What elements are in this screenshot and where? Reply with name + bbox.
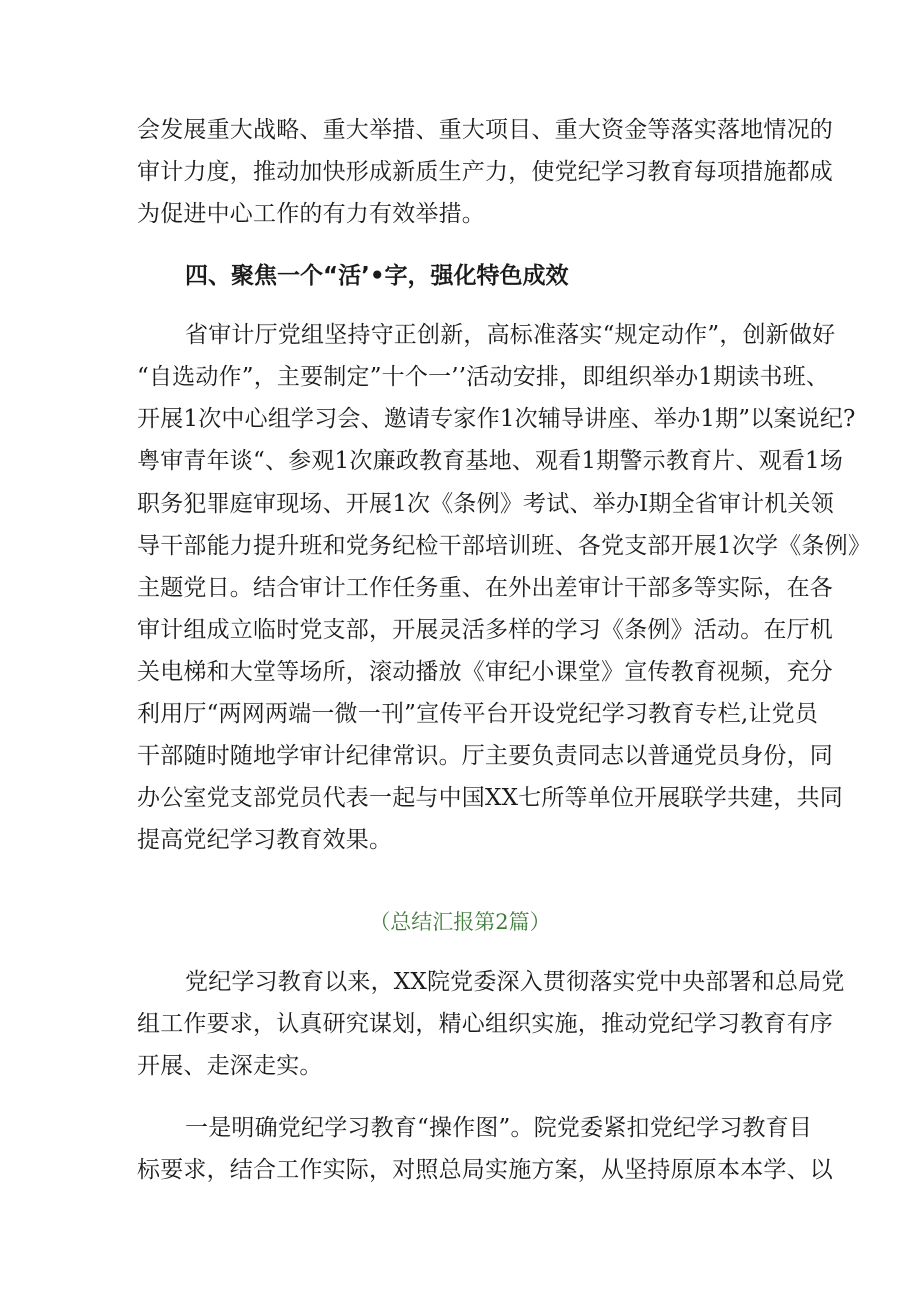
text-line: 开展1次中心组学习会、邀请专家作1次辅导讲座、举办1期”以案说纪?	[137, 406, 856, 432]
text-line: 利用厅“两网两端一微一刊”宣传平台开设党纪学习教育专栏,让党员	[137, 701, 819, 727]
text-line: 党纪学习教育以来，XX院党委深入贯彻落实党中央部署和总局党	[185, 969, 845, 995]
text-line: 审计力度，推动加快形成新质生产力，使党纪学习教育每项措施都成	[137, 159, 833, 185]
text-line: 干部随时随地学审计纪律常识。厅主要负责同志以普通党员身份，同	[137, 743, 833, 769]
text-line: 会发展重大战略、重大举措、重大项目、重大资金等落实落地情况的	[137, 117, 833, 143]
text-line: 提高党纪学习教育效果。	[137, 827, 393, 853]
text-line: 职务犯罪庭审现场、开展1次《条例》考试、举办I期全省审计机关领	[137, 491, 834, 517]
text-line: 导干部能力提升班和党务纪检干部培训班、各党支部开展1次学《条例》	[137, 533, 872, 559]
section-heading: 四、聚焦一个“活’•字，强化特色成效	[185, 263, 569, 289]
text-line: 组工作要求，认真研究谋划，精心组织实施，推动党纪学习教育有序	[137, 1011, 833, 1037]
text-line: 开展、走深走实。	[137, 1053, 323, 1079]
text-line: 标要求，结合工作实际，对照总局实施方案，从坚持原原本本学、以	[137, 1157, 833, 1183]
text-line: 主题党日。结合审计工作任务重、在外出差审计干部多等实际，在各	[137, 575, 833, 601]
text-line: 审计组成立临时党支部，开展灵活多样的学习《条例》活动。在厅机	[137, 617, 833, 643]
text-line: 一是明确党纪学习教育“操作图”。院党委紧扣党纪学习教育目	[185, 1115, 813, 1141]
text-line: 粤审青年谈“、参观1次廉政教育基地、观看1期警示教育片、观看1场	[137, 448, 844, 474]
text-line: “自选动作”，主要制定”十个一’’活动安排，即组织举办1期读书班、	[137, 364, 830, 390]
text-line: 关电梯和大堂等场所，滚动播放《审纪小课堂》宣传教育视频，充分	[137, 659, 833, 685]
text-line: 办公室党支部党员代表一起与中国XX七所等单位开展联学共建，共同	[137, 785, 843, 811]
text-line: 省审计厅党组坚持守正创新，高标准落实“规定动作”，创新做好	[185, 322, 836, 348]
article-subtitle: （总结汇报第2篇）	[369, 910, 551, 934]
text-line: 为促进中心工作的有力有效举措。	[137, 201, 485, 227]
